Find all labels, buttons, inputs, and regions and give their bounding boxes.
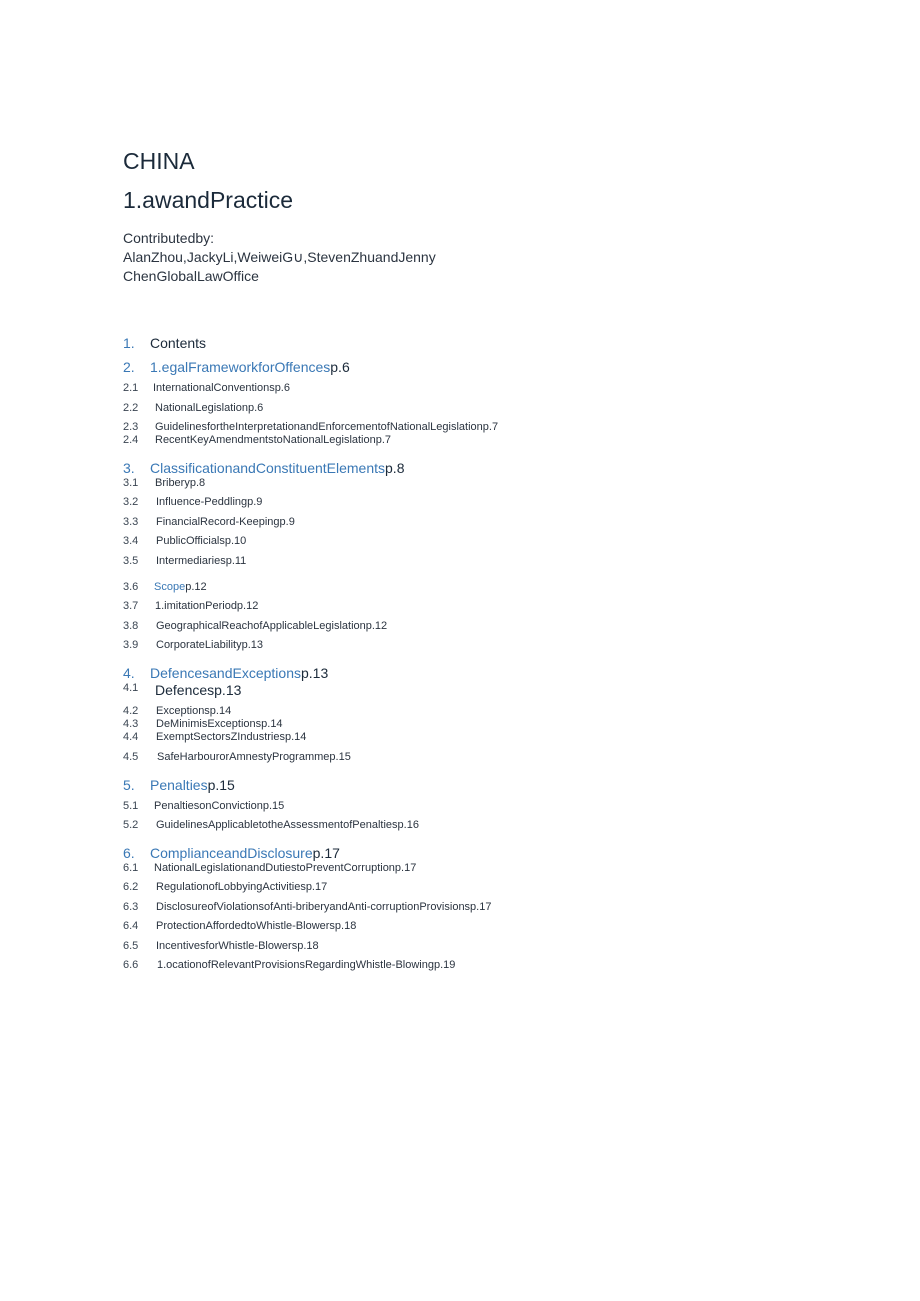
toc-page-ref: NationalLegislationandDutiestoPreventCorruptionp.17 [154, 862, 417, 874]
toc-label [156, 819, 419, 831]
toc-label [157, 959, 455, 971]
toc-page-ref: GeographicalReachofApplicableLegislationp.12 [156, 620, 388, 632]
toc-page-ref: ExemptSectorsZIndustriesp.14 [156, 731, 307, 743]
toc-page-ref: p.8 [385, 460, 405, 476]
toc-label [150, 665, 328, 681]
toc-label [154, 800, 284, 812]
toc-link[interactable]: ComplianceandDisclosure [150, 845, 313, 861]
toc-label [154, 581, 207, 593]
toc-number: 4.3 [123, 718, 139, 730]
toc-page-ref: SafeHarbourorAmnestyProgrammep.15 [157, 751, 351, 763]
toc-link[interactable]: 1.egalFrameworkforOffences [150, 359, 331, 375]
toc-number: 5.2 [123, 819, 139, 831]
toc-label [150, 845, 340, 861]
toc-label [150, 359, 350, 375]
toc-link[interactable]: Penalties [150, 777, 208, 793]
toc-number: 2.1 [123, 382, 139, 394]
toc-page-ref: Influence-Peddlingp.9 [156, 496, 263, 508]
toc-label [156, 705, 231, 717]
toc-page-ref: DeMinimisExceptionsp.14 [156, 718, 283, 730]
toc-label [150, 460, 404, 476]
toc-label [156, 639, 263, 651]
toc-page-ref: RegulationofLobbyingActivitiesp.17 [156, 881, 328, 893]
toc-label [157, 751, 351, 763]
toc-number: 3.7 [123, 600, 139, 612]
toc-label [150, 335, 206, 351]
toc-label [156, 920, 356, 932]
document-subtitle: 1.awandPractice [123, 187, 294, 213]
toc-page-ref: p.12 [185, 581, 207, 593]
toc-label [154, 862, 416, 874]
toc-page-ref: Exceptionsp.14 [156, 705, 232, 717]
toc-link[interactable]: Scope [154, 581, 186, 593]
toc-label [155, 402, 263, 414]
toc-page-ref: PublicOfficialsp.10 [156, 535, 247, 547]
toc-page-ref: DisclosureofViolationsofAnti-briberyandAnti-corruptionProvisionsp.17 [156, 901, 492, 913]
toc-number: 3.1 [123, 477, 139, 489]
toc-label [155, 421, 498, 433]
toc-number: 3.8 [123, 620, 139, 632]
toc-link[interactable]: ClassificationandConstituentElements [150, 460, 386, 476]
toc-page-ref: GuidelinesfortheInterpretationandEnforcementofNationalLegislationp.7 [155, 421, 499, 433]
toc-number: 2.4 [123, 434, 139, 446]
toc-label [156, 731, 306, 743]
toc-number: 3.6 [123, 581, 139, 593]
toc-number: 6.5 [123, 940, 139, 952]
toc-number: 6.3 [123, 901, 139, 913]
toc-page-ref: Contents [150, 335, 207, 351]
toc-number: 6.4 [123, 920, 139, 932]
toc-label [155, 477, 205, 489]
toc-label [153, 382, 290, 394]
toc-page-ref: ProtectionAffordedtoWhistle-Blowersp.18 [156, 920, 357, 932]
toc-page-ref: GuidelinesApplicabletotheAssessmentofPenaltiesp.16 [156, 819, 419, 831]
toc-page-ref: CorporateLiabilityp.13 [156, 639, 264, 651]
toc-page-ref: p.13 [301, 665, 329, 681]
toc-page-ref: InternationalConventionsp.6 [153, 382, 290, 394]
toc-number: 4. [123, 665, 135, 681]
toc-number: 3.9 [123, 639, 139, 651]
toc-number: 5. [123, 777, 135, 793]
toc-page-ref: p.17 [312, 845, 340, 861]
toc-number: 2.2 [123, 402, 139, 414]
toc-label [150, 777, 235, 793]
toc-label [155, 682, 241, 698]
toc-page-ref: PenaltiesonConvictionp.15 [154, 800, 285, 812]
toc-number: 4.4 [123, 731, 139, 743]
toc-page-ref: 1.ocationofRelevantProvisionsRegardingWhistle-Blowingp.19 [157, 959, 456, 971]
toc-number: 4.1 [123, 682, 139, 694]
toc-label [156, 496, 262, 508]
contributed-by-label: Contributedby: [123, 230, 215, 246]
toc-page-ref: FinancialRecord-Keepingp.9 [156, 516, 295, 528]
toc-number: 6.6 [123, 959, 139, 971]
toc-label [156, 718, 283, 730]
toc-page-ref: IncentivesforWhistle-Blowersp.18 [156, 940, 319, 952]
toc-page-ref: NationalLegislationp.6 [155, 402, 264, 414]
toc-label [156, 901, 491, 913]
toc-number: 3.5 [123, 555, 139, 567]
toc-page-ref: Defencesp.13 [155, 682, 242, 698]
toc-number: 5.1 [123, 800, 139, 812]
toc-page-ref: p.15 [207, 777, 235, 793]
toc-page-ref: Briberyp.8 [155, 477, 206, 489]
toc-number: 3.3 [123, 516, 139, 528]
toc-number: 6.2 [123, 881, 139, 893]
toc-page-ref: p.6 [330, 359, 350, 375]
toc-number: 3. [123, 460, 135, 476]
toc-number: 3.2 [123, 496, 139, 508]
toc-label [156, 516, 295, 528]
toc-label [156, 620, 387, 632]
toc-label [155, 434, 391, 446]
toc-label [156, 535, 246, 547]
toc-label [156, 881, 327, 893]
toc-page-ref: 1.imitationPeriodp.12 [155, 600, 259, 612]
country-title: CHINA [123, 148, 195, 174]
toc-page-ref: RecentKeyAmendmentstoNationalLegislationp.7 [155, 434, 392, 446]
toc-number: 1. [123, 335, 135, 351]
toc-link[interactable]: DefencesandExceptions [150, 665, 301, 681]
toc-label [156, 555, 246, 567]
toc-page-ref: Intermediariesp.11 [156, 555, 247, 567]
authors-line-1: AlanZhou,JackyLi,WeiweiG∪,StevenZhuandJenny [123, 249, 436, 265]
authors-line-2: ChenGlobalLawOffice [123, 268, 259, 284]
toc-number: 6. [123, 845, 135, 861]
toc-number: 2. [123, 359, 135, 375]
toc-number: 4.2 [123, 705, 139, 717]
toc-label [156, 940, 319, 952]
toc-number: 4.5 [123, 751, 139, 763]
toc-number: 6.1 [123, 862, 139, 874]
toc-number: 3.4 [123, 535, 139, 547]
toc-label [155, 600, 258, 612]
toc-number: 2.3 [123, 421, 139, 433]
